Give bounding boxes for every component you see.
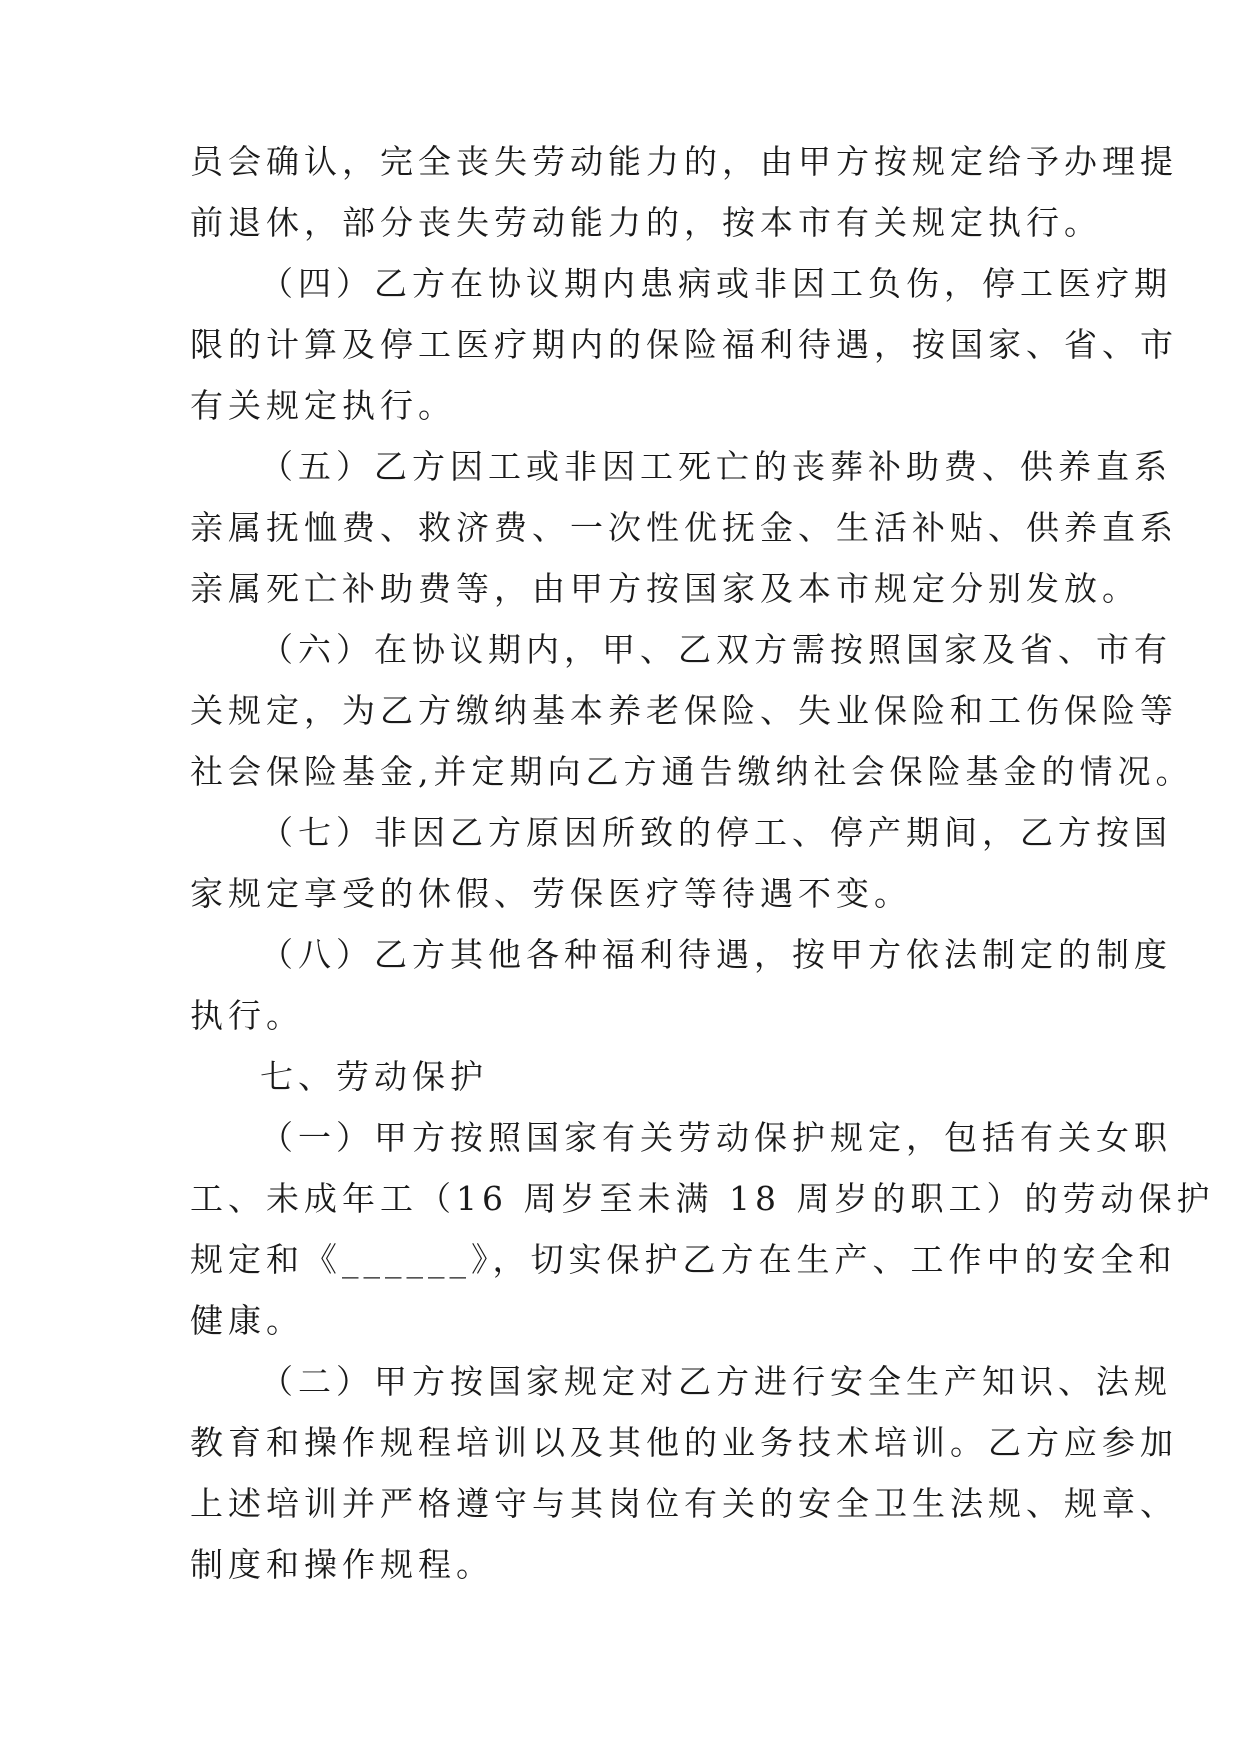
text-line: 家规定享受的休假、劳保医疗等待遇不变。 — [190, 874, 912, 913]
section-heading: 七、劳动保护 — [260, 1057, 488, 1096]
paragraph-line-4: （四）乙方在协议期内患病或非因工负伤，停工医疗期 — [260, 264, 1172, 303]
text-line: 亲属死亡补助费等，由甲方按国家及本市规定分别发放。 — [190, 569, 1140, 608]
paragraph-line-6: （六）在协议期内，甲、乙双方需按照国家及省、市有 — [260, 630, 1172, 669]
text-line: 前退休，部分丧失劳动能力的，按本市有关规定执行。 — [190, 203, 1102, 242]
paragraph-line-5: （五）乙方因工或非因工死亡的丧葬补助费、供养直系 — [260, 447, 1172, 486]
text-line: 限的计算及停工医疗期内的保险福利待遇，按国家、省、市 — [190, 325, 1178, 364]
paragraph-line-8: （八）乙方其他各种福利待遇，按甲方依法制定的制度 — [260, 935, 1172, 974]
paragraph-line-s7-1: （一）甲方按照国家有关劳动保护规定，包括有关女职 — [260, 1118, 1172, 1157]
text-line: 制度和操作规程。 — [190, 1545, 494, 1584]
paragraph-line-7: （七）非因乙方原因所致的停工、停产期间，乙方按国 — [260, 813, 1172, 852]
text-line: 社会保险基金,并定期向乙方通告缴纳社会保险基金的情况。 — [190, 752, 1194, 791]
text-line: 上述培训并严格遵守与其岗位有关的安全卫生法规、规章、 — [190, 1484, 1178, 1523]
text-line: 关规定，为乙方缴纳基本养老保险、失业保险和工伤保险等 — [190, 691, 1178, 730]
text-line: 教育和操作规程培训以及其他的业务技术培训。乙方应参加 — [190, 1423, 1178, 1462]
text-line: 工、未成年工（16 周岁至未满 18 周岁的职工）的劳动保护 — [190, 1179, 1215, 1218]
text-line: 有关规定执行。 — [190, 386, 456, 425]
text-line: 亲属抚恤费、救济费、一次性优抚金、生活补贴、供养直系 — [190, 508, 1178, 547]
text-line: 执行。 — [190, 996, 304, 1035]
paragraph-line-s7-2: （二）甲方按国家规定对乙方进行安全生产知识、法规 — [260, 1362, 1172, 1401]
text-line: 规定和《______》，切实保护乙方在生产、工作中的安全和 — [190, 1240, 1177, 1279]
text-line: 健康。 — [190, 1301, 304, 1340]
text-line: 员会确认，完全丧失劳动能力的，由甲方按规定给予办理提 — [190, 142, 1178, 181]
